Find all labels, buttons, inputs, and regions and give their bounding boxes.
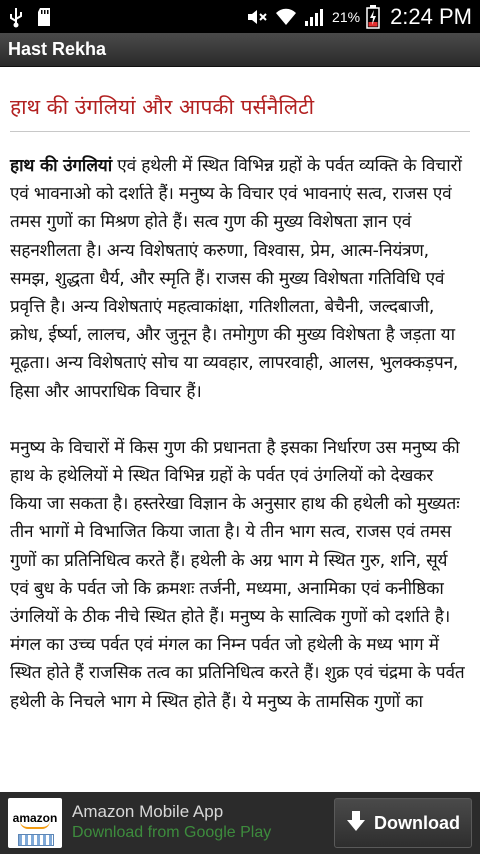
article-title: हाथ की उंगलियां और आपकी पर्सनैलिटी <box>10 95 315 119</box>
ad-text[interactable] <box>72 802 271 844</box>
ad-subtitle: Download from Google Play <box>72 824 272 841</box>
title-divider <box>10 131 470 132</box>
battery-charging-icon <box>366 5 380 29</box>
paragraph-body: एवं हथेली में स्थित विभिन्न ग्रहों के पर्वत व्यक्ति के विचारों एवं भावनाओ को दर्शाते हैं। मनुष्य के विचार एवं भावनाएं सत्व, राजस एवं तमस गुणों का मिश्रण होते हैं। सत्व गुण की मुख्य विशेषता ज्ञान एवं सहनशीलता है। अन्य विशेषताएं करुणा, विश्वास, प्रेम, आत्म-नियंत्रण, समझ, शुद्धता धैर्य, और स्मृति हैं। राजस की मुख्य विशेषता गतिविधि एवं प्रवृत्ति है। अन्य विशेषताएं महत्वाकांक्षा, गतिशीलता, बेचैनी, जल्दबाजी, क्रोध, ईर्ष्या, लालच, और जुनून है। तमोगुण की मुख्य विशेषता है जड़ता या मूढ़ता। अन्य विशेषताएं सोच या व्यवहार, लापरवाही, आलस, भुलक्कड़पन, हिसा और आपराधिक विचार हैं। <box>10 156 462 402</box>
ad-banner[interactable] <box>0 792 480 854</box>
download-button[interactable] <box>334 798 472 848</box>
wifi-icon <box>274 7 298 27</box>
app-title: Hast Rekha <box>8 39 107 59</box>
smile-icon <box>20 821 50 829</box>
article-content[interactable] <box>0 67 480 792</box>
usb-icon <box>8 6 24 28</box>
article-paragraph-1 <box>10 152 470 406</box>
download-arrow-icon <box>346 810 366 837</box>
paragraph-lead: हाथ की उंगलियां <box>10 156 113 176</box>
amazon-logo[interactable] <box>8 798 62 848</box>
download-label: Download <box>374 812 460 833</box>
signal-icon <box>304 7 326 27</box>
mute-icon <box>246 7 268 27</box>
cart-icon <box>18 834 54 846</box>
status-bar <box>0 0 480 33</box>
article-paragraph-2: मनुष्य के विचारों में किस गुण की प्रधानता है इसका निर्धारण उस मनुष्य की हाथ के हथेलियों मे स्थित विभिन्न ग्रहों के पर्वत एवं उंगलियों को देखकर किया जा सकता है। हस्तरेखा विज्ञान के अनुसार हाथ की हथेली को मुख्यतः तीन भागों मे विभाजित किया जाता है। ये तीन भाग सत्व, राजस एवं तमस गुणों का प्रतिनिधित्व करते हैं। हथेली के अग्र भाग मे स्थित गुरु, शनि, सूर्य एवं बुध के पर्वत जो कि क्रमशः तर्जनी, मध्यमा, अनामिका एवं कनीष्ठिका उंगलियों के ठीक नीचे स्थित होते हैं। मनुष्य के सात्विक गुणों को दर्शाते है। मंगल का उच्च पर्वत एवं मंगल का निम्न पर्वत जो हथेली के मध्य भाग में स्थित होते हैं राजसिक तत्व का प्रतिनिधित्व करते हैं। शुक्र एवं चंद्रमा के पर्वत हथेली के निचले भाग मे स्थित होते हैं। ये मनुष्य के तामसिक गुणों का <box>10 437 465 712</box>
battery-percent: 21% <box>332 8 361 25</box>
clock: 2:24 PM <box>390 3 472 29</box>
app-title-bar <box>0 33 480 67</box>
sd-card-icon <box>36 7 52 27</box>
logo-text: amazon <box>12 811 58 825</box>
ad-title: Amazon Mobile App <box>72 802 224 821</box>
